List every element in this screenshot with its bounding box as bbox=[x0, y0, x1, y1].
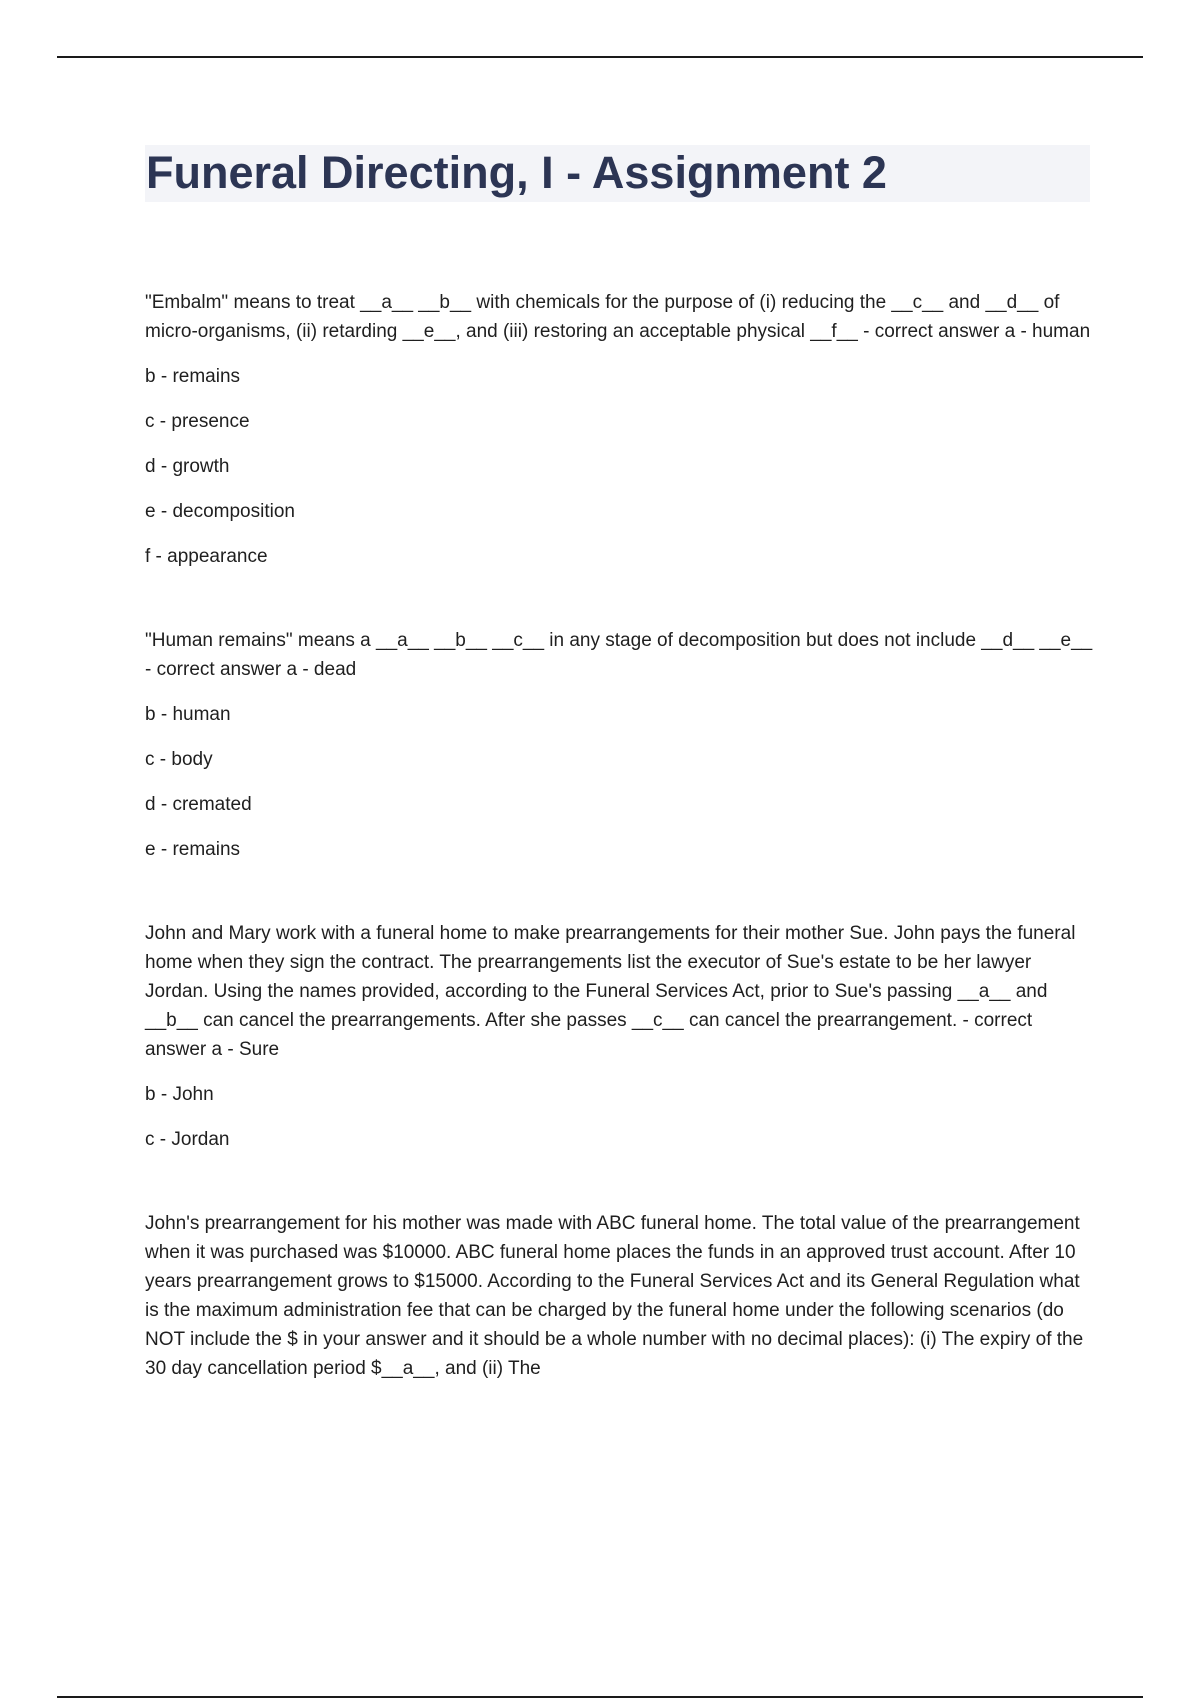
answer-line: d - growth bbox=[145, 456, 230, 477]
question-text: John's prearrangement for his mother was made with ABC funeral home. The total value of the prearrangement when it was purchased was $10000. ABC funeral home places the funds in an approved trust account. After 10 years prearrangement grows to $15000. According to the Funeral Services Act and its General Regulation what is the maximum administration fee that can be charged by the funeral home under the following scenarios (do NOT include the $ in your answer and it should be a whole number with no decimal places): (i) The expiry of the 30 day cancellation period $__a__, and (ii) The bbox=[145, 1213, 1084, 1379]
header-rule bbox=[57, 56, 1143, 58]
question-text: "Embalm" means to treat __a__ __b__ with chemicals for the purpose of (i) reducing the __c__ and __d__ of micro-organisms, (ii) retarding __e__, and (iii) restoring an acceptable physical __f__ - correct answer a - human bbox=[145, 292, 1091, 342]
answer-line: f - appearance bbox=[145, 546, 268, 567]
answer-line: b - John bbox=[145, 1084, 214, 1105]
answer-line: e - decomposition bbox=[145, 501, 295, 522]
answer-line: d - cremated bbox=[145, 794, 252, 815]
answer-line: c - presence bbox=[145, 411, 250, 432]
answer-line: c - Jordan bbox=[145, 1129, 230, 1150]
answer-line: c - body bbox=[145, 749, 213, 770]
question-text: "Human remains" means a __a__ __b__ __c__ in any stage of decomposition but does not include __d__ __e__ - correct answer a - dead bbox=[145, 630, 1093, 680]
question-block-2 bbox=[145, 626, 1095, 864]
answer-line: e - remains bbox=[145, 839, 241, 860]
document-title: Funeral Directing, I - Assignment 2 bbox=[146, 147, 887, 198]
question-block-1 bbox=[145, 288, 1095, 571]
document-body bbox=[145, 288, 1095, 1383]
question-block-4 bbox=[145, 1209, 1095, 1383]
footer-rule bbox=[57, 1696, 1143, 1698]
question-block-3 bbox=[145, 919, 1095, 1154]
question-text: John and Mary work with a funeral home to make prearrangements for their mother Sue. John pays the funeral home when they sign the contract. The prearrangements list the executor of Sue's estate to be her lawyer Jordan. Using the names provided, according to the Funeral Services Act, prior to Sue's passing __a__ and __b__ can cancel the prearrangements. After she passes __c__ can cancel the prearrangement. - correct answer a - Sure bbox=[145, 923, 1076, 1060]
answer-line: b - remains bbox=[145, 366, 241, 387]
answer-line: b - human bbox=[145, 704, 231, 725]
